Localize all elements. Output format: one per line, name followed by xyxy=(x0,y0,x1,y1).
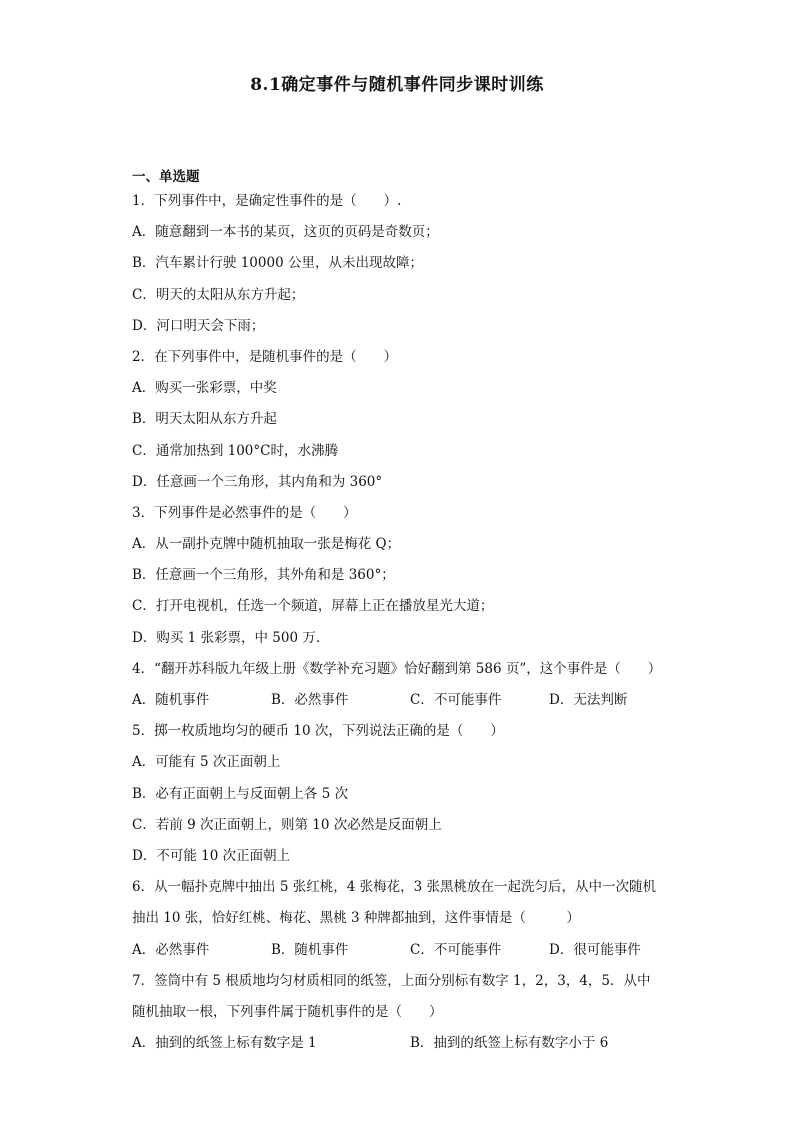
q2-option-b: B．明天太阳从东方升起 xyxy=(132,411,277,428)
q4-option-d: D．无法判断 xyxy=(549,692,628,708)
q7-option-a: A．抽到的纸签上标有数字是 1 xyxy=(132,1035,317,1052)
q2-option-d: D．任意画一个三角形，其内角和为 360° xyxy=(132,473,383,490)
q4-options-row xyxy=(132,688,672,719)
q3-option-a: A．从一副扑克牌中随机抽取一张是梅花 Q； xyxy=(132,536,401,553)
q2-option-c: C．通常加热到 100°C时，水沸腾 xyxy=(132,442,338,459)
q6-option-b: B．随机事件 xyxy=(271,941,349,958)
document-title: 8.1确定事件与随机事件同步课时训练 xyxy=(250,75,544,95)
q7-options-row xyxy=(132,1031,672,1062)
q6-option-d: D．很可能事件 xyxy=(549,941,641,958)
q2-stem: 2．在下列事件中，是随机事件的是（ ） xyxy=(132,348,398,365)
q7-stem-line-1: 7．签筒中有 5 根质地均匀材质相同的纸签，上面分别标有数字 1，2，3，4，5．从中 xyxy=(132,972,651,989)
q6-stem-line-2: 抽出 10 张，恰好红桃、梅花、黑桃 3 种牌都抽到，这件事情是（ ） xyxy=(132,910,580,927)
q7-stem-line-2: 随机抽取一根，下列事件属于随机事件的是（ ） xyxy=(132,1003,443,1020)
q1-option-b: B．汽车累计行驶 10000 公里，从未出现故障； xyxy=(132,255,423,272)
q6-option-a: A．必然事件 xyxy=(132,941,210,958)
section-heading: 一、单选题 xyxy=(132,169,200,185)
q3-option-b: B．任意画一个三角形，其外角和是 360°； xyxy=(132,567,395,584)
q1-option-a: A．随意翻到一本书的某页，这页的页码是奇数页； xyxy=(132,224,439,241)
q5-option-b: B．必有正面朝上与反面朝上各 5 次 xyxy=(132,785,349,802)
q5-stem: 5．掷一枚质地均匀的硬币 10 次，下列说法正确的是（ ） xyxy=(132,723,504,740)
q3-stem: 3．下列事件是必然事件的是（ ） xyxy=(132,504,357,521)
q7-option-b: B．抽到的纸签上标有数字小于 6 xyxy=(410,1035,609,1052)
q6-stem-line-1: 6．从一幅扑克牌中抽出 5 张红桃，4 张梅花，3 张黑桃放在一起洗匀后，从中一次随机 xyxy=(132,879,657,896)
q4-stem: 4．“翻开苏科版九年级上册《数学补充习题》恰好翻到第 586 页”，这个事件是（ ） xyxy=(132,660,662,677)
q6-options-row xyxy=(132,938,672,969)
q6-option-c: C．不可能事件 xyxy=(410,941,502,958)
q1-option-d: D．河口明天会下雨； xyxy=(132,317,265,334)
q4-option-b: B．必然事件 xyxy=(271,692,349,708)
q5-option-c: C．若前 9 次正面朝上，则第 10 次必然是反面朝上 xyxy=(132,816,442,833)
q3-option-c: C．打开电视机，任选一个频道，屏幕上正在播放星光大道； xyxy=(132,598,494,615)
q5-option-a: A．可能有 5 次正面朝上 xyxy=(132,754,281,771)
question-list xyxy=(132,189,672,1062)
q3-option-d: D．购买 1 张彩票，中 500 万. xyxy=(132,629,321,646)
q4-option-a: A．随机事件 xyxy=(132,692,210,708)
q1-option-c: C．明天的太阳从东方升起； xyxy=(132,286,305,303)
q5-option-d: D．不可能 10 次正面朝上 xyxy=(132,847,291,864)
q2-option-a: A．购买一张彩票，中奖 xyxy=(132,380,277,397)
q1-stem: 1．下列事件中，是确定性事件的是（ ）. xyxy=(132,193,402,209)
q4-option-c: C．不可能事件 xyxy=(410,692,502,708)
